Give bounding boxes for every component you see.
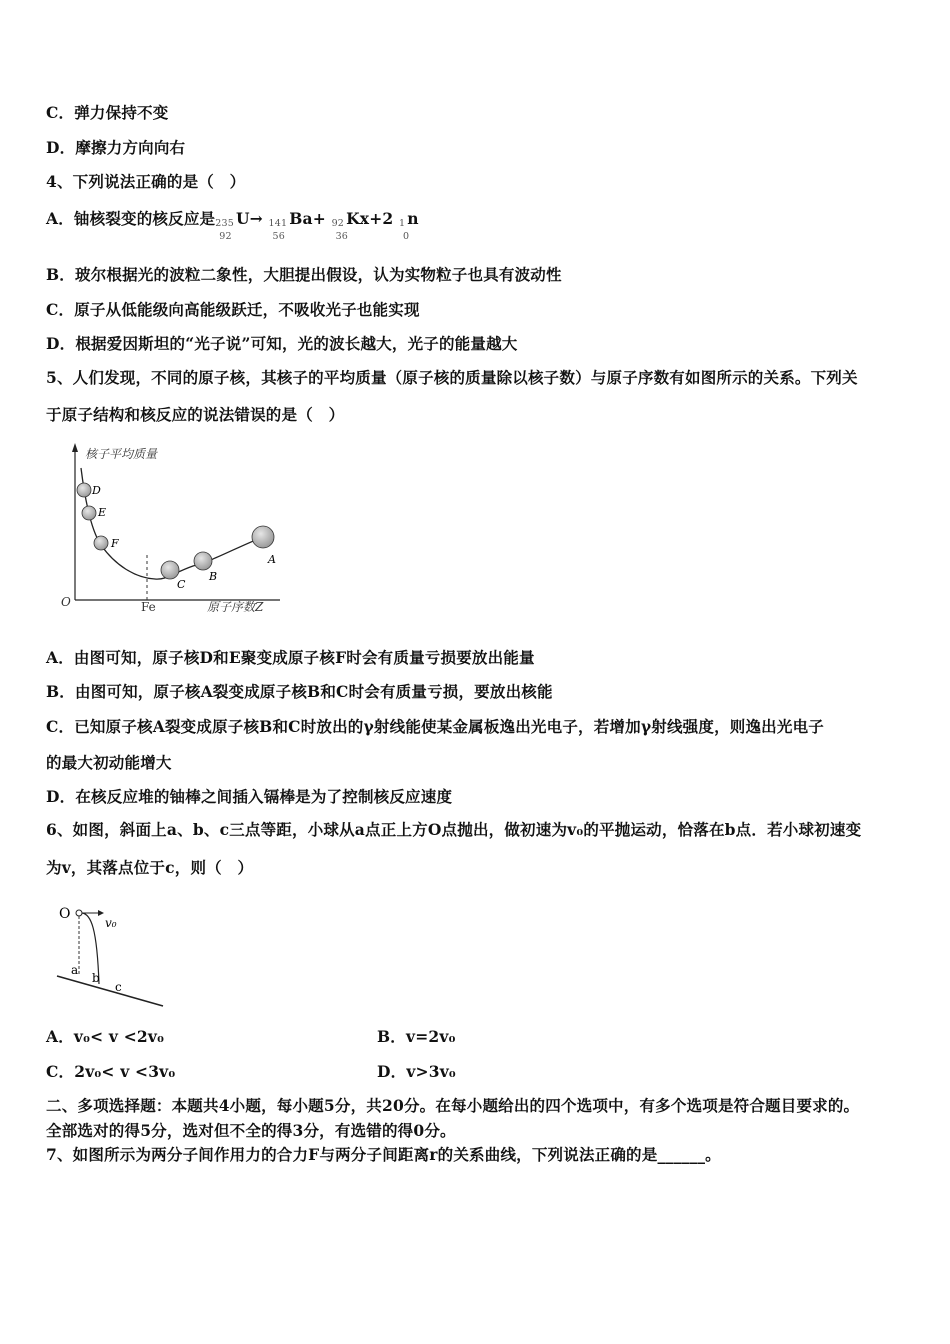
plus-sign: + bbox=[312, 209, 326, 228]
q7-stem: 7、如图所示为两分子间作用力的合力F与两分子间距离r的关系曲线，下列说法正确的是______。 bbox=[46, 1145, 721, 1164]
q5-option-c-line-1: C．已知原子核A裂变成原子核B和C时放出的γ射线能使某金属板逸出光电子，若增加γ射线强度，则逸出光电子 bbox=[46, 717, 824, 736]
b-label: b bbox=[92, 971, 100, 985]
q4-option-c: C．原子从低能级向高能级跃迁，不吸收光子也能实现 bbox=[46, 300, 420, 319]
point-f-label: F bbox=[111, 537, 119, 550]
coefficient: +2 bbox=[369, 209, 394, 228]
q6-option-a: A．v₀< v <2v₀ bbox=[46, 1027, 165, 1046]
projectile-figure bbox=[55, 898, 175, 1013]
q4-option-b: B．玻尔根据光的波粒二象性，大胆提出假设，认为实物粒子也具有波动性 bbox=[46, 265, 562, 284]
point-d-label: D bbox=[92, 484, 101, 497]
section2-line-2: 全部选对的得5分，选对但不全的得3分，有选错的得0分。 bbox=[46, 1121, 456, 1140]
v0-label: v₀ bbox=[105, 916, 117, 930]
o-label: O bbox=[59, 906, 71, 922]
nuclide-kx: 92 36 Kx bbox=[331, 209, 370, 242]
point-b-label: B bbox=[209, 570, 218, 583]
y-axis-label: 核子平均质量 bbox=[85, 447, 158, 461]
q4-option-a bbox=[46, 207, 419, 242]
origin-label: O bbox=[61, 595, 71, 609]
point-f bbox=[94, 536, 108, 550]
c-label: c bbox=[115, 980, 122, 994]
q5-stem-line-1: 5、人们发现，不同的原子核，其核子的平均质量（原子核的质量除以核子数）与原子序数有如图所示的关系。下列关 bbox=[46, 368, 858, 387]
ball bbox=[76, 910, 82, 916]
nuclide-ba: 141 56 Ba bbox=[268, 209, 313, 242]
nuclide-u: 235 92 U bbox=[215, 209, 250, 242]
y-axis-arrow bbox=[72, 443, 78, 452]
point-d bbox=[77, 483, 91, 497]
q4-option-a-prefix: A．铀核裂变的核反应是 bbox=[46, 209, 216, 228]
reaction-arrow: → bbox=[249, 209, 263, 228]
q6-stem-line-1: 6、如图，斜面上a、b、c三点等距，小球从a点正上方O点抛出，做初速为v₀的平抛运动，恰落在b点．若小球初速变 bbox=[46, 820, 862, 839]
fe-label: Fe bbox=[141, 600, 156, 614]
q3-option-c: C．弹力保持不变 bbox=[46, 103, 169, 122]
binding-curve-figure bbox=[55, 440, 295, 620]
q6-option-c: C．2v₀< v <3v₀ bbox=[46, 1062, 176, 1081]
q4-stem: 4、下列说法正确的是（ ） bbox=[46, 172, 246, 191]
q5-option-c-line-2: 的最大初动能增大 bbox=[46, 753, 172, 772]
q5-option-b: B．由图可知，原子核A裂变成原子核B和C时会有质量亏损，要放出核能 bbox=[46, 682, 553, 701]
q5-stem-line-2: 于原子结构和核反应的说法错误的是（ ） bbox=[46, 405, 345, 424]
q4-option-d: D．根据爱因斯坦的“光子说”可知，光的波长越大，光子的能量越大 bbox=[46, 334, 518, 353]
v0-arrowhead bbox=[98, 910, 104, 916]
q6-option-b: B．v=2v₀ bbox=[377, 1027, 456, 1046]
incline bbox=[57, 976, 163, 1006]
point-e bbox=[82, 506, 96, 520]
q6-option-d: D．v>3v₀ bbox=[377, 1062, 456, 1081]
section2-line-1: 二、多项选择题：本题共4小题，每小题5分，共20分。在每小题给出的四个选项中，有多个选项是符合题目要求的。 bbox=[46, 1096, 860, 1115]
point-a bbox=[252, 526, 274, 548]
q3-option-d: D．摩擦力方向向右 bbox=[46, 138, 186, 157]
point-a-label: A bbox=[268, 553, 276, 566]
q5-option-d: D．在核反应堆的铀棒之间插入镉棒是为了控制核反应速度 bbox=[46, 787, 453, 806]
x-axis-label: 原子序数Z bbox=[207, 600, 264, 614]
q6-stem-line-2: 为v，其落点位于c，则（ ） bbox=[46, 858, 254, 877]
point-c-label: C bbox=[177, 578, 186, 591]
q5-option-a: A．由图可知，原子核D和E聚变成原子核F时会有质量亏损要放出能量 bbox=[46, 648, 535, 667]
a-label: a bbox=[71, 963, 79, 977]
nuclide-n: 1 0 n bbox=[398, 209, 419, 242]
point-b bbox=[194, 552, 212, 570]
point-e-label: E bbox=[98, 506, 107, 519]
point-c bbox=[161, 561, 179, 579]
